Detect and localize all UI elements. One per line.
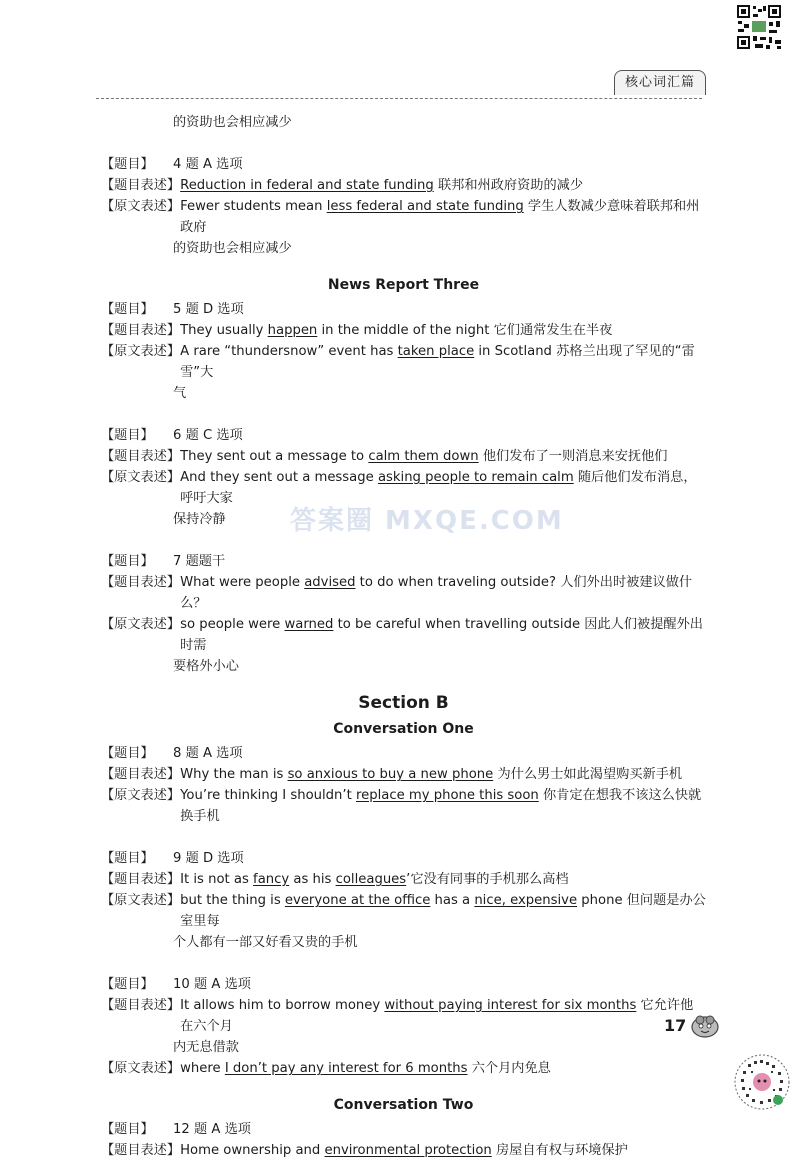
- continuation-line: 保持冷静: [173, 512, 226, 527]
- original-row: [101, 196, 706, 238]
- statement-row: [101, 764, 706, 785]
- statement-text: to do when traveling outside? 人们外出时被建议做什么？: [180, 575, 693, 611]
- statement-text: They sent out a message to: [180, 449, 369, 464]
- question-row: [101, 299, 706, 320]
- underlined-phrase: taken place: [397, 344, 475, 359]
- section-tab: 核心词汇篇: [614, 70, 706, 95]
- statement-text: What were people: [180, 575, 305, 590]
- tag-label: 【题目】: [101, 428, 154, 443]
- original-row: [101, 614, 706, 656]
- original-text: You’re thinking I shouldn’t: [180, 788, 356, 803]
- continuation-line: 内无息借款: [173, 1040, 239, 1055]
- statement-row: [101, 446, 706, 467]
- tag-label: 【题目】: [101, 851, 154, 866]
- underlined-phrase: everyone at the office: [284, 893, 431, 908]
- original-text: 六个月内免息: [467, 1061, 551, 1076]
- statement-row: [101, 1140, 706, 1161]
- question-row: [101, 154, 706, 175]
- underlined-phrase: I don’t pay any interest for 6 months: [224, 1061, 468, 1076]
- underlined-phrase: so anxious to buy a new phone: [287, 767, 494, 782]
- tag-label: 【原文表述】: [101, 199, 181, 214]
- underlined-phrase: without paying interest for six months: [384, 998, 637, 1013]
- qr-code-icon: [734, 1054, 790, 1110]
- statement-text: 为什么男士如此渴望购买新手机: [493, 767, 683, 782]
- statement-text: as his: [289, 872, 336, 887]
- tag-label: 【原文表述】: [101, 788, 181, 803]
- original-text: Fewer students mean: [180, 199, 327, 214]
- original-row: [101, 467, 706, 509]
- subsection-title: Conversation Two: [333, 1097, 474, 1113]
- statement-text: 他们发布了一则消息来安抚他们: [478, 449, 668, 464]
- translation-text: 学生人数减少意味着联邦和州政府: [180, 199, 700, 235]
- original-row: [101, 1058, 706, 1079]
- underlined-phrase: replace my phone this soon: [355, 788, 539, 803]
- tag-label: 【题目】: [101, 157, 154, 172]
- original-text: phone 但问题是办公室里每: [180, 893, 706, 929]
- original-text: has a: [430, 893, 475, 908]
- tag-label: 【题目表述】: [101, 1143, 181, 1158]
- tag-label: 【题目】: [101, 554, 154, 569]
- statement-row: [101, 175, 706, 196]
- statement-text: ’它没有同事的手机那么高档: [406, 872, 569, 887]
- underlined-phrase: asking people to remain calm: [377, 470, 574, 485]
- tag-label: 【题目】: [101, 1122, 154, 1137]
- header-divider: [96, 98, 702, 99]
- question-number: 8 题 A 选项: [173, 746, 243, 761]
- statement-text: in the middle of the night 它们通常发生在半夜: [317, 323, 613, 338]
- statement-text: Home ownership and: [180, 1143, 325, 1158]
- tag-label: 【原文表述】: [101, 893, 181, 908]
- question-row: [101, 974, 706, 995]
- underlined-phrase: fancy: [253, 872, 290, 887]
- subsection-title: Conversation One: [333, 721, 474, 737]
- original-text: but the thing is: [180, 893, 285, 908]
- tag-label: 【题目表述】: [101, 178, 181, 193]
- tag-label: 【题目表述】: [101, 872, 181, 887]
- original-text: in Scotland 苏格兰出现了罕见的“雷雪”大: [180, 344, 695, 380]
- question-row: [101, 1119, 706, 1140]
- tag-label: 【题目表述】: [101, 323, 181, 338]
- statement-row: [101, 320, 706, 341]
- statement-text: It allows him to borrow money: [180, 998, 385, 1013]
- underlined-phrase: warned: [284, 617, 334, 632]
- original-text: And they sent out a message: [180, 470, 378, 485]
- tag-label: 【题目表述】: [101, 575, 181, 590]
- page-content: [101, 112, 706, 1161]
- question-number: 5 题 D 选项: [173, 302, 244, 317]
- original-row: [101, 890, 706, 932]
- question-row: [101, 743, 706, 764]
- underlined-phrase: colleagues: [335, 872, 407, 887]
- original-text: A rare “thundersnow” event has: [180, 344, 398, 359]
- original-text: 你肯定在想我不该这么快就换手机: [180, 788, 702, 824]
- original-row: [101, 785, 706, 827]
- translation-text: 联邦和州政府资助的减少: [433, 178, 584, 193]
- question-number: 10 题 A 选项: [173, 977, 251, 992]
- tag-label: 【题目】: [101, 977, 154, 992]
- original-text: to be careful when travelling outside 因此人们被提醒外出时需: [180, 617, 703, 653]
- tag-label: 【题目表述】: [101, 767, 181, 782]
- statement-row: [101, 995, 706, 1037]
- question-number: 9 题 D 选项: [173, 851, 244, 866]
- continuation-line: 个人都有一部又好看又贵的手机: [173, 935, 358, 950]
- statement-row: [101, 869, 706, 890]
- page-number: 17: [664, 1016, 687, 1035]
- underlined-phrase: advised: [304, 575, 356, 590]
- tag-label: 【原文表述】: [101, 344, 181, 359]
- subsection-title: News Report Three: [327, 277, 480, 293]
- continuation-line: 气: [173, 386, 187, 401]
- statement-text: They usually: [180, 323, 268, 338]
- statement-text: It is not as: [180, 872, 254, 887]
- tag-label: 【原文表述】: [101, 617, 181, 632]
- original-row: [101, 341, 706, 383]
- continuation-line: 要格外小心: [173, 659, 239, 674]
- tag-label: 【题目表述】: [101, 998, 181, 1013]
- continuation-line: 的资助也会相应减少: [173, 241, 292, 256]
- tag-label: 【原文表述】: [101, 1061, 181, 1076]
- statement-text: 它允许他在六个月: [180, 998, 694, 1034]
- question-row: [101, 551, 706, 572]
- tag-label: 【原文表述】: [101, 470, 181, 485]
- qr-code-icon: [736, 4, 782, 56]
- tag-label: 【题目】: [101, 302, 154, 317]
- original-text: so people were: [180, 617, 285, 632]
- statement-text: 房屋自有权与环境保护: [491, 1143, 628, 1158]
- underlined-phrase: calm them down: [368, 449, 479, 464]
- underlined-phrase: nice, expensive: [474, 893, 578, 908]
- tag-label: 【题目表述】: [101, 449, 181, 464]
- underlined-phrase: Reduction in federal and state funding: [180, 178, 434, 193]
- question-number: 6 题 C 选项: [173, 428, 243, 443]
- question-number: 7 题题干: [173, 554, 226, 569]
- continuation-line: 的资助也会相应减少: [173, 115, 292, 130]
- section-title: Section B: [358, 693, 449, 713]
- underlined-phrase: environmental protection: [324, 1143, 492, 1158]
- original-text: where: [180, 1061, 225, 1076]
- question-number: 4 题 A 选项: [173, 157, 243, 172]
- underlined-phrase: less federal and state funding: [326, 199, 524, 214]
- question-number: 12 题 A 选项: [173, 1122, 251, 1137]
- statement-text: Why the man is: [180, 767, 288, 782]
- underlined-phrase: happen: [267, 323, 318, 338]
- watermark: 答案圈 MXQE.COM: [290, 506, 564, 536]
- tag-label: 【题目】: [101, 746, 154, 761]
- statement-row: [101, 572, 706, 614]
- cartoon-mascot-icon: [690, 1012, 720, 1038]
- question-row: [101, 848, 706, 869]
- original-text: 随后他们发布消息，呼吁大家: [180, 470, 697, 506]
- question-row: [101, 425, 706, 446]
